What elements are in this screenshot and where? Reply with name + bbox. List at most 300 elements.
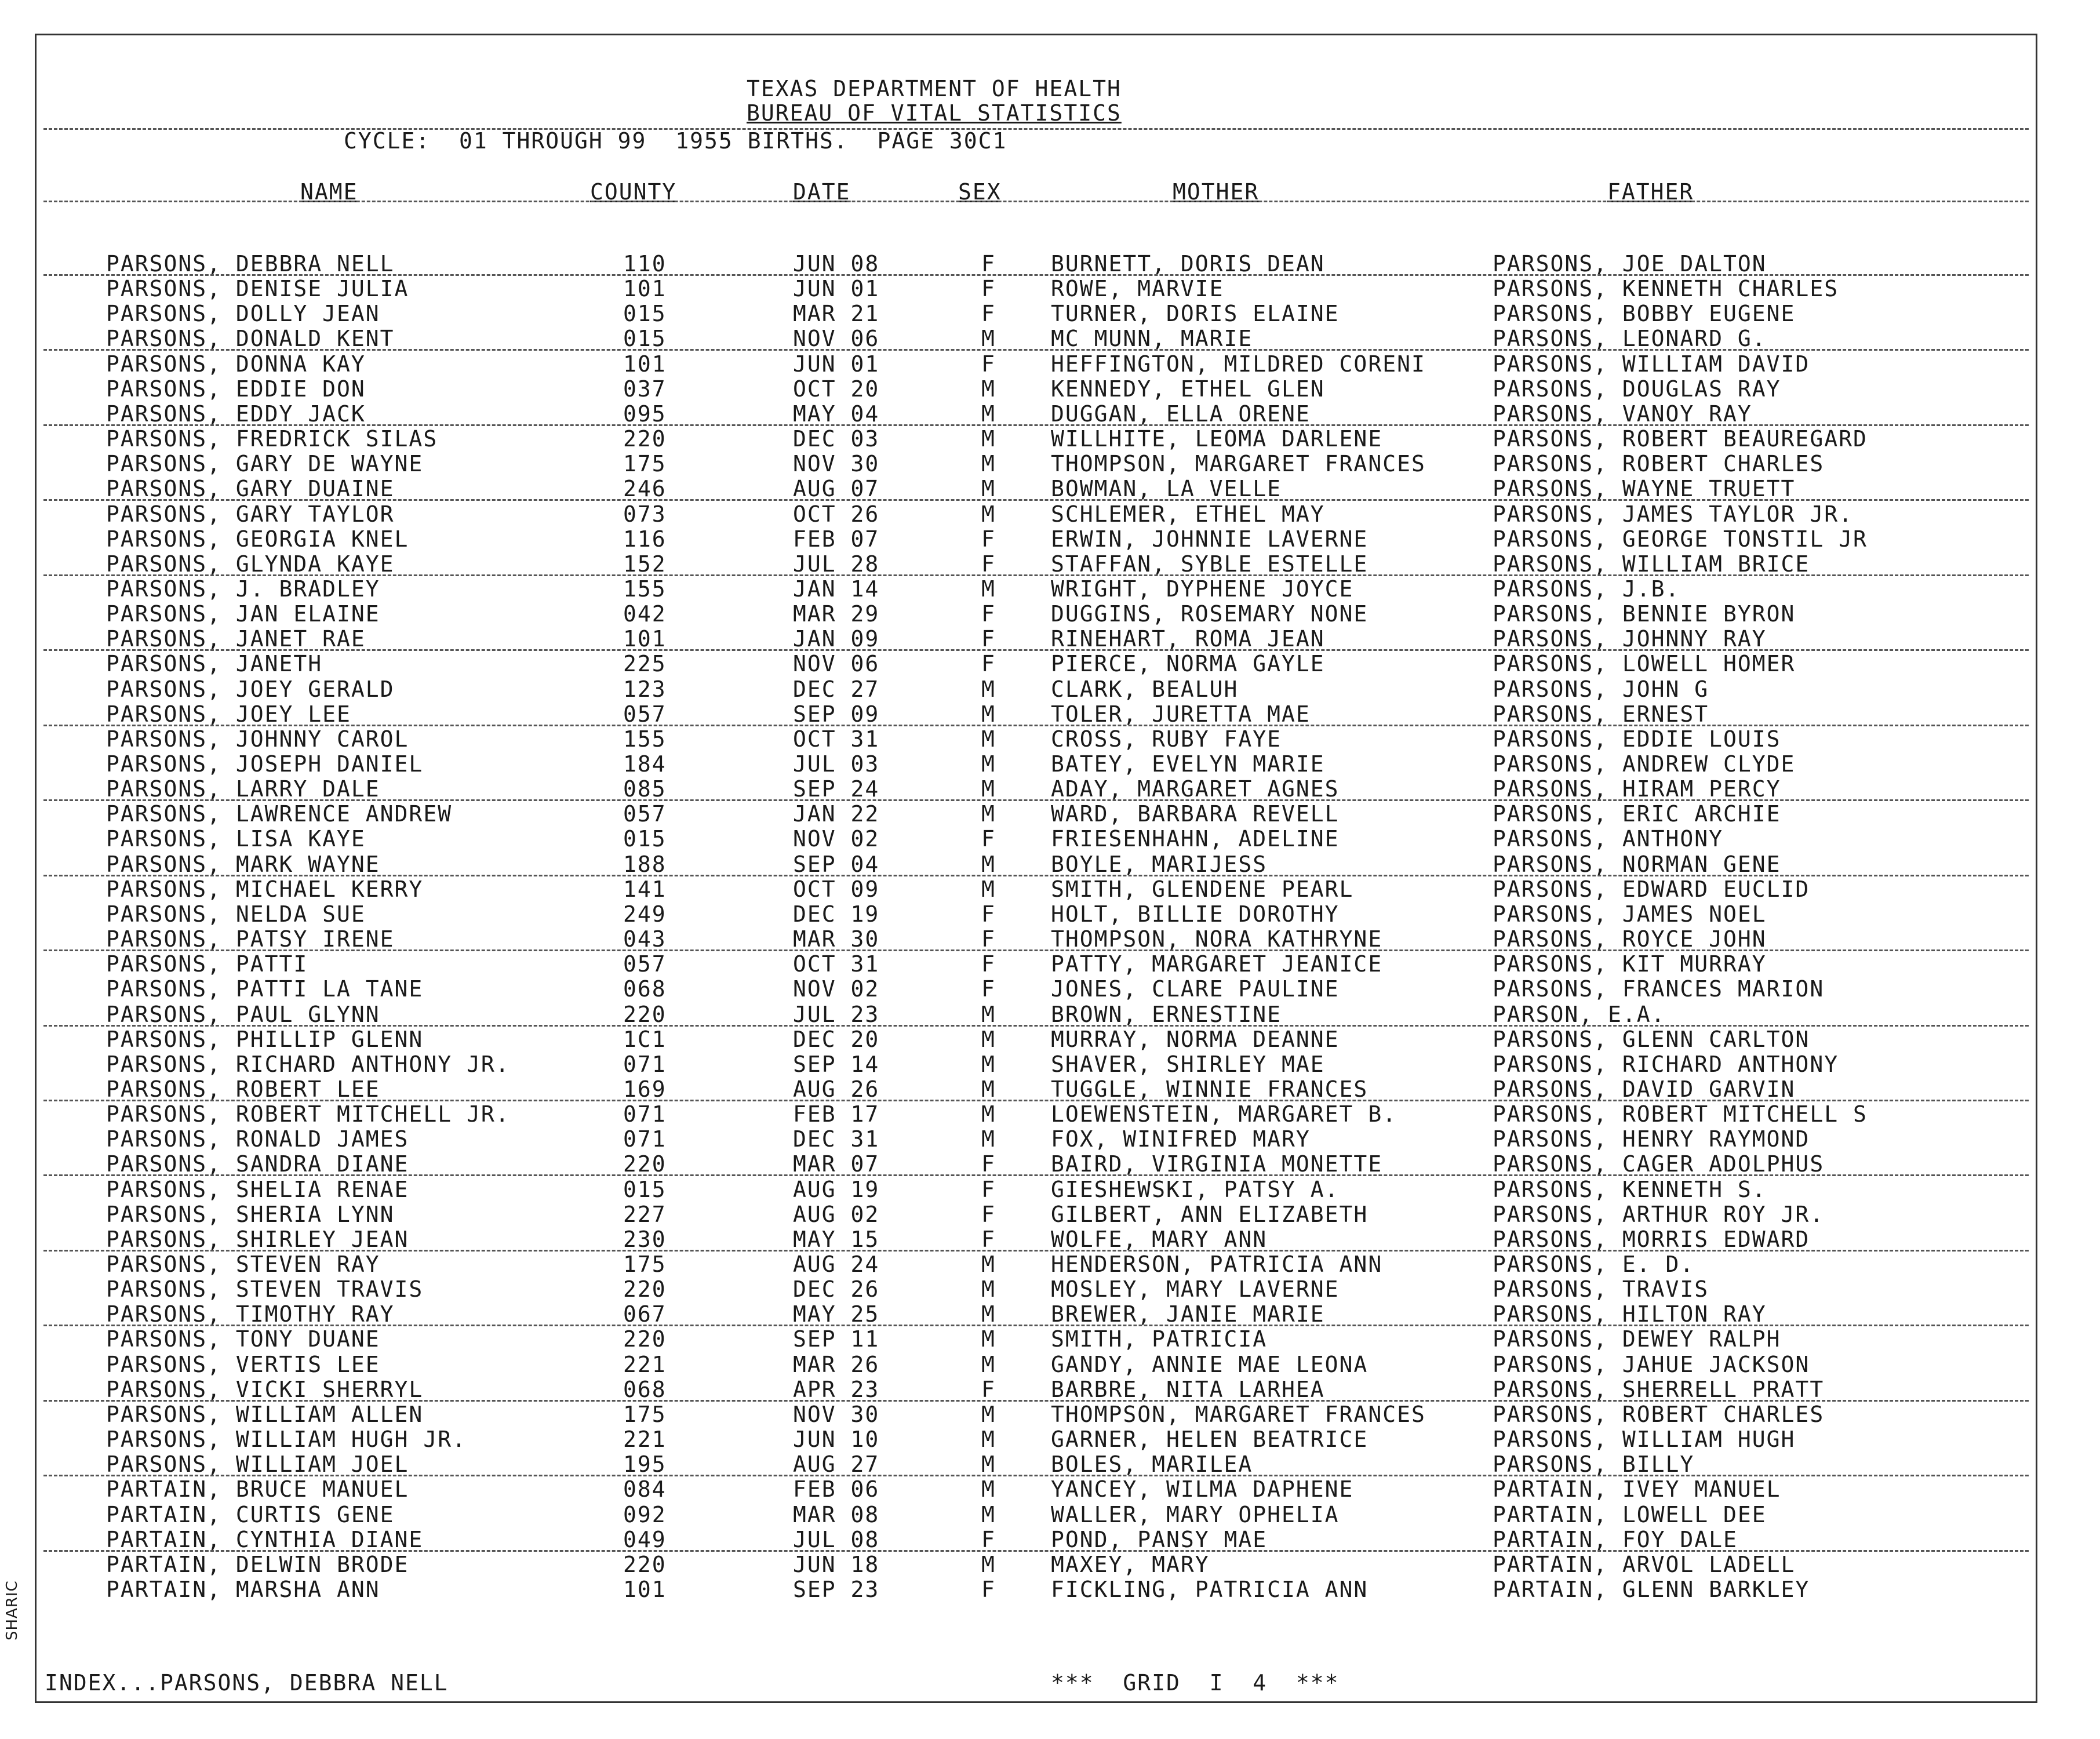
cell-name: PARTAIN, MARSHA ANN	[106, 1576, 380, 1602]
cell-sex: F	[981, 1376, 996, 1402]
cell-county: 092	[623, 1501, 667, 1527]
cell-mother: WOLFE, MARY ANN	[1051, 1226, 1268, 1252]
cell-date: OCT 09	[793, 876, 880, 902]
cell-sex: M	[981, 1051, 996, 1077]
cell-date: FEB 06	[793, 1476, 880, 1502]
cell-county: 220	[623, 1326, 667, 1352]
cell-mother: TOLER, JURETTA MAE	[1051, 701, 1311, 727]
column-header-sex: SEX	[958, 179, 1002, 205]
cell-sex: M	[981, 1126, 996, 1152]
cell-sex: M	[981, 1026, 996, 1052]
cell-father: PARSON, E.A.	[1493, 1001, 1666, 1027]
cell-county: 068	[623, 976, 667, 1002]
cell-father: PARSONS, HIRAM PERCY	[1493, 776, 1781, 802]
cell-date: MAY 04	[793, 401, 880, 427]
cell-date: JUN 18	[793, 1551, 880, 1577]
cell-father: PARSONS, JOHNNY RAY	[1493, 626, 1767, 652]
cell-name: PARSONS, LISA KAYE	[106, 826, 366, 852]
table-row	[37, 1377, 2036, 1402]
cell-sex: F	[981, 1201, 996, 1227]
cell-father: PARSONS, KENNETH CHARLES	[1493, 276, 1839, 302]
cell-name: PARSONS, STEVEN TRAVIS	[106, 1276, 424, 1303]
cell-sex: F	[981, 826, 996, 852]
cell-name: PARSONS, STEVEN RAY	[106, 1252, 380, 1277]
cell-name: PARSONS, DEBBRA NELL	[106, 251, 395, 277]
cell-father: PARSONS, SHERRELL PRATT	[1493, 1376, 1825, 1402]
cell-sex: M	[981, 576, 996, 602]
cell-name: PARSONS, PATSY IRENE	[106, 926, 395, 952]
cell-name: PARSONS, PATTI LA TANE	[106, 976, 424, 1002]
table-row	[37, 976, 2036, 1001]
cell-mother: BARBRE, NITA LARHEA	[1051, 1376, 1325, 1402]
cell-date: NOV 30	[793, 1401, 880, 1427]
table-row	[37, 1476, 2036, 1501]
cell-mother: BROWN, ERNESTINE	[1051, 1001, 1282, 1027]
cell-name: PARSONS, JOHNNY CAROL	[106, 726, 409, 752]
cell-county: 188	[623, 851, 667, 877]
cell-county: 071	[623, 1126, 667, 1152]
cell-county: 220	[623, 1151, 667, 1177]
cell-mother: RINEHART, ROMA JEAN	[1051, 626, 1325, 652]
cell-mother: POND, PANSY MAE	[1051, 1526, 1268, 1552]
cell-sex: M	[981, 426, 996, 452]
cell-sex: F	[981, 626, 996, 652]
cell-county: 221	[623, 1427, 667, 1453]
cell-name: PARSONS, TONY DUANE	[106, 1326, 380, 1352]
table-row	[37, 601, 2036, 626]
cell-county: 123	[623, 676, 667, 702]
cell-county: 227	[623, 1201, 667, 1227]
cell-date: JUL 08	[793, 1526, 880, 1552]
cell-mother: BURNETT, DORIS DEAN	[1051, 251, 1325, 277]
cell-county: 169	[623, 1076, 667, 1102]
cell-mother: PIERCE, NORMA GAYLE	[1051, 651, 1325, 677]
table-row	[37, 1352, 2036, 1377]
cell-father: PARSONS, FRANCES MARION	[1493, 976, 1825, 1002]
cell-date: DEC 31	[793, 1126, 880, 1152]
cell-date: SEP 11	[793, 1326, 880, 1352]
cell-name: PARSONS, SHELIA RENAE	[106, 1176, 409, 1202]
cell-sex: M	[981, 1301, 996, 1327]
cell-father: PARSONS, NORMAN GENE	[1493, 851, 1781, 877]
table-row	[37, 1151, 2036, 1176]
cell-name: PARSONS, JOSEPH DANIEL	[106, 751, 424, 777]
table-row	[37, 1177, 2036, 1202]
cell-county: 1C1	[623, 1026, 667, 1052]
table-row	[37, 726, 2036, 751]
cell-county: 095	[623, 401, 667, 427]
cell-name: PARSONS, DENISE JULIA	[106, 276, 409, 302]
cell-county: 220	[623, 426, 667, 452]
cell-date: AUG 07	[793, 476, 880, 502]
cell-sex: F	[981, 1576, 996, 1602]
table-row	[37, 426, 2036, 451]
cell-sex: M	[981, 1001, 996, 1027]
cell-sex: M	[981, 1101, 996, 1127]
cell-mother: FICKLING, PATRICIA ANN	[1051, 1576, 1369, 1602]
cell-county: 015	[623, 1176, 667, 1202]
cell-mother: SHAVER, SHIRLEY MAE	[1051, 1051, 1325, 1077]
cell-name: PARTAIN, CYNTHIA DIANE	[106, 1526, 424, 1552]
cell-father: PARSONS, KENNETH S.	[1493, 1176, 1767, 1202]
column-header-mother: MOTHER	[1173, 179, 1260, 205]
cell-name: PARSONS, JANETH	[106, 651, 323, 677]
table-row	[37, 876, 2036, 901]
cell-father: PARSONS, JOHN G	[1493, 676, 1709, 702]
cell-name: PARSONS, SHERIA LYNN	[106, 1201, 395, 1227]
cell-date: NOV 02	[793, 976, 880, 1002]
cell-name: PARTAIN, DELWIN BRODE	[106, 1551, 409, 1577]
cell-father: PARSONS, DEWEY RALPH	[1493, 1326, 1781, 1352]
records-table	[37, 35, 2036, 1701]
cell-father: PARTAIN, IVEY MANUEL	[1493, 1476, 1781, 1502]
cell-mother: MC MUNN, MARIE	[1051, 326, 1253, 352]
cell-mother: ADAY, MARGARET AGNES	[1051, 776, 1340, 802]
cell-name: PARSONS, PHILLIP GLENN	[106, 1026, 424, 1052]
cell-county: 073	[623, 501, 667, 527]
cell-mother: BOLES, MARILEA	[1051, 1451, 1253, 1478]
cell-mother: TUGGLE, WINNIE FRANCES	[1051, 1076, 1369, 1102]
table-row	[37, 1427, 2036, 1451]
cell-father: PARSONS, ANTHONY	[1493, 826, 1724, 852]
cell-father: PARSONS, JAMES TAYLOR JR.	[1493, 501, 1853, 527]
cell-sex: M	[981, 1451, 996, 1478]
cell-name: PARSONS, GARY DE WAYNE	[106, 451, 424, 477]
cell-mother: FRIESENHAHN, ADELINE	[1051, 826, 1340, 852]
cell-sex: M	[981, 751, 996, 777]
cell-name: PARSONS, EDDY JACK	[106, 401, 366, 427]
cell-name: PARSONS, WILLIAM ALLEN	[106, 1401, 424, 1427]
cell-date: DEC 19	[793, 901, 880, 927]
cell-name: PARSONS, MICHAEL KERRY	[106, 876, 424, 902]
cell-date: JUN 01	[793, 351, 880, 377]
bureau-title: BUREAU OF VITAL STATISTICS	[747, 100, 1122, 126]
cell-father: PARTAIN, GLENN BARKLEY	[1493, 1576, 1810, 1602]
table-row	[37, 926, 2036, 951]
column-header-father: FATHER	[1607, 179, 1694, 205]
cell-date: MAR 07	[793, 1151, 880, 1177]
cell-father: PARSONS, BILLY	[1493, 1451, 1695, 1478]
table-row	[37, 1101, 2036, 1126]
cell-date: FEB 07	[793, 526, 880, 552]
cell-name: PARSONS, ROBERT MITCHELL JR.	[106, 1101, 510, 1127]
table-row	[37, 1076, 2036, 1101]
table-row	[37, 951, 2036, 976]
cell-county: 068	[623, 1376, 667, 1402]
cell-father: PARSONS, DOUGLAS RAY	[1493, 376, 1781, 402]
table-row	[37, 1552, 2036, 1577]
cell-county: 175	[623, 1252, 667, 1277]
cell-date: MAR 21	[793, 301, 880, 327]
cell-sex: M	[981, 801, 996, 827]
cell-sex: M	[981, 851, 996, 877]
cell-date: MAY 15	[793, 1226, 880, 1252]
table-row	[37, 1402, 2036, 1427]
cell-mother: GIESHEWSKI, PATSY A.	[1051, 1176, 1340, 1202]
cell-date: JUL 03	[793, 751, 880, 777]
cell-county: 220	[623, 1551, 667, 1577]
cell-county: 116	[623, 526, 667, 552]
cell-name: PARTAIN, CURTIS GENE	[106, 1501, 395, 1527]
cell-mother: MURRAY, NORMA DEANNE	[1051, 1026, 1340, 1052]
cell-name: PARSONS, GARY DUAINE	[106, 476, 395, 502]
cell-date: MAR 30	[793, 926, 880, 952]
cell-father: PARSONS, EDDIE LOUIS	[1493, 726, 1781, 752]
cell-date: FEB 17	[793, 1101, 880, 1127]
table-row	[37, 376, 2036, 401]
cell-name: PARSONS, WILLIAM JOEL	[106, 1451, 409, 1478]
index-footer: INDEX...PARSONS, DEBBRA NELL	[45, 1670, 449, 1696]
cell-mother: THOMPSON, MARGARET FRANCES	[1051, 1401, 1426, 1427]
cell-father: PARSONS, J.B.	[1493, 576, 1680, 602]
cell-date: SEP 23	[793, 1576, 880, 1602]
table-row	[37, 476, 2036, 501]
cell-mother: WILLHITE, LEOMA DARLENE	[1051, 426, 1383, 452]
cell-date: DEC 27	[793, 676, 880, 702]
cell-name: PARSONS, TIMOTHY RAY	[106, 1301, 395, 1327]
cell-father: PARSONS, MORRIS EDWARD	[1493, 1226, 1810, 1252]
cell-mother: LOEWENSTEIN, MARGARET B.	[1051, 1101, 1397, 1127]
cell-date: AUG 24	[793, 1252, 880, 1277]
cell-county: 015	[623, 326, 667, 352]
cell-sex: M	[981, 1476, 996, 1502]
cell-county: 071	[623, 1051, 667, 1077]
cell-name: PARSONS, SANDRA DIANE	[106, 1151, 409, 1177]
cell-sex: F	[981, 926, 996, 952]
cell-father: PARSONS, VANOY RAY	[1493, 401, 1752, 427]
cell-county: 101	[623, 1576, 667, 1602]
cell-mother: HENDERSON, PATRICIA ANN	[1051, 1252, 1383, 1277]
cell-sex: F	[981, 526, 996, 552]
cell-mother: MAXEY, MARY	[1051, 1551, 1210, 1577]
cell-mother: WARD, BARBARA REVELL	[1051, 801, 1340, 827]
cell-mother: BOWMAN, LA VELLE	[1051, 476, 1282, 502]
cell-date: MAR 29	[793, 601, 880, 627]
cell-mother: GILBERT, ANN ELIZABETH	[1051, 1201, 1369, 1227]
cell-name: PARSONS, LAWRENCE ANDREW	[106, 801, 453, 827]
cell-sex: F	[981, 1226, 996, 1252]
cell-name: PARSONS, JANET RAE	[106, 626, 366, 652]
cell-date: AUG 27	[793, 1451, 880, 1478]
cell-date: MAR 26	[793, 1351, 880, 1377]
cell-mother: GARNER, HELEN BEATRICE	[1051, 1427, 1369, 1453]
cell-name: PARSONS, EDDIE DON	[106, 376, 366, 402]
cell-date: JUL 28	[793, 551, 880, 577]
cell-sex: M	[981, 476, 996, 502]
cell-county: 249	[623, 901, 667, 927]
table-row	[37, 1451, 2036, 1476]
table-row	[37, 1202, 2036, 1227]
table-row	[37, 1276, 2036, 1301]
table-row	[37, 626, 2036, 651]
cell-name: PARSONS, DONNA KAY	[106, 351, 366, 377]
cell-father: PARSONS, ROBERT BEAUREGARD	[1493, 426, 1868, 452]
table-row	[37, 501, 2036, 526]
cell-father: PARSONS, JAMES NOEL	[1493, 901, 1767, 927]
cell-county: 152	[623, 551, 667, 577]
table-row	[37, 1577, 2036, 1602]
table-row	[37, 1126, 2036, 1151]
cell-mother: SMITH, GLENDENE PEARL	[1051, 876, 1354, 902]
cell-mother: DUGGAN, ELLA ORENE	[1051, 401, 1311, 427]
cell-mother: ERWIN, JOHNNIE LAVERNE	[1051, 526, 1369, 552]
cell-date: OCT 31	[793, 726, 880, 752]
table-row	[37, 1227, 2036, 1252]
cell-mother: BATEY, EVELYN MARIE	[1051, 751, 1325, 777]
cell-county: 225	[623, 651, 667, 677]
cell-date: DEC 03	[793, 426, 880, 452]
cell-father: PARSONS, BOBBY EUGENE	[1493, 301, 1796, 327]
table-row	[37, 1002, 2036, 1027]
cell-name: PARSONS, DOLLY JEAN	[106, 301, 380, 327]
cell-sex: M	[981, 376, 996, 402]
cell-date: AUG 26	[793, 1076, 880, 1102]
table-row	[37, 901, 2036, 926]
cell-date: OCT 31	[793, 951, 880, 977]
column-header-date: DATE	[793, 179, 851, 205]
cell-name: PARSONS, GEORGIA KNEL	[106, 526, 409, 552]
cell-mother: YANCEY, WILMA DAPHENE	[1051, 1476, 1354, 1502]
cell-sex: M	[981, 1401, 996, 1427]
cell-father: PARSONS, LEONARD G.	[1493, 326, 1767, 352]
cell-mother: FOX, WINIFRED MARY	[1051, 1126, 1311, 1152]
cell-name: PARSONS, RONALD JAMES	[106, 1126, 409, 1152]
table-row	[37, 852, 2036, 876]
cell-sex: F	[981, 551, 996, 577]
page-frame	[35, 34, 2037, 1703]
cell-father: PARSONS, ERIC ARCHIE	[1493, 801, 1781, 827]
cell-father: PARSONS, ERNEST	[1493, 701, 1709, 727]
cell-father: PARSONS, ANDREW CLYDE	[1493, 751, 1796, 777]
cell-county: 015	[623, 301, 667, 327]
cell-sex: M	[981, 501, 996, 527]
cell-county: 246	[623, 476, 667, 502]
table-row	[37, 276, 2036, 301]
cell-mother: BOYLE, MARIJESS	[1051, 851, 1268, 877]
cell-county: 043	[623, 926, 667, 952]
cell-date: OCT 20	[793, 376, 880, 402]
cell-sex: M	[981, 1326, 996, 1352]
cell-date: JAN 22	[793, 801, 880, 827]
cell-sex: M	[981, 1551, 996, 1577]
grid-footer: *** GRID I 4 ***	[1051, 1670, 1340, 1696]
cell-date: OCT 26	[793, 501, 880, 527]
cell-name: PARTAIN, BRUCE MANUEL	[106, 1476, 409, 1502]
cell-father: PARSONS, BENNIE BYRON	[1493, 601, 1796, 627]
cell-father: PARSONS, EDWARD EUCLID	[1493, 876, 1810, 902]
cell-county: 049	[623, 1526, 667, 1552]
cell-sex: M	[981, 701, 996, 727]
cell-date: JAN 09	[793, 626, 880, 652]
table-row	[37, 1301, 2036, 1326]
cell-county: 037	[623, 376, 667, 402]
cell-sex: F	[981, 951, 996, 977]
table-row	[37, 1027, 2036, 1052]
table-row	[37, 576, 2036, 601]
cell-county: 220	[623, 1276, 667, 1303]
cell-county: 175	[623, 451, 667, 477]
cell-mother: SCHLEMER, ETHEL MAY	[1051, 501, 1325, 527]
cell-sex: M	[981, 876, 996, 902]
cell-name: PARSONS, JOEY GERALD	[106, 676, 395, 702]
cell-name: PARSONS, JAN ELAINE	[106, 601, 380, 627]
cell-sex: F	[981, 901, 996, 927]
cell-father: PARSONS, ROYCE JOHN	[1493, 926, 1767, 952]
cell-date: JUN 08	[793, 251, 880, 277]
cell-date: JAN 14	[793, 576, 880, 602]
cell-sex: F	[981, 276, 996, 302]
table-row	[37, 1502, 2036, 1527]
cell-name: PARSONS, RICHARD ANTHONY JR.	[106, 1051, 510, 1077]
table-row	[37, 676, 2036, 701]
cell-mother: THOMPSON, NORA KATHRYNE	[1051, 926, 1383, 952]
table-row	[37, 326, 2036, 351]
cell-date: DEC 26	[793, 1276, 880, 1303]
cell-date: SEP 04	[793, 851, 880, 877]
cell-date: SEP 24	[793, 776, 880, 802]
cell-date: DEC 20	[793, 1026, 880, 1052]
cell-mother: JONES, CLARE PAULINE	[1051, 976, 1340, 1002]
cell-county: 057	[623, 701, 667, 727]
cell-date: SEP 09	[793, 701, 880, 727]
cell-mother: STAFFAN, SYBLE ESTELLE	[1051, 551, 1369, 577]
cell-father: PARSONS, RICHARD ANTHONY	[1493, 1051, 1839, 1077]
cell-father: PARSONS, JOE DALTON	[1493, 251, 1767, 277]
cell-sex: F	[981, 251, 996, 277]
cell-mother: ROWE, MARVIE	[1051, 276, 1224, 302]
cell-county: 155	[623, 726, 667, 752]
cell-county: 015	[623, 826, 667, 852]
cell-sex: M	[981, 1076, 996, 1102]
table-row	[37, 701, 2036, 726]
table-row	[37, 551, 2036, 576]
table-row	[37, 1326, 2036, 1351]
cell-father: PARSONS, HILTON RAY	[1493, 1301, 1767, 1327]
cell-father: PARSONS, ARTHUR ROY JR.	[1493, 1201, 1825, 1227]
cell-sex: M	[981, 726, 996, 752]
table-row	[37, 401, 2036, 426]
cell-sex: F	[981, 601, 996, 627]
table-row	[37, 1052, 2036, 1076]
cell-father: PARSONS, GLENN CARLTON	[1493, 1026, 1810, 1052]
table-row	[37, 651, 2036, 676]
cell-date: APR 23	[793, 1376, 880, 1402]
cell-sex: M	[981, 776, 996, 802]
cell-date: NOV 06	[793, 326, 880, 352]
cell-date: AUG 19	[793, 1176, 880, 1202]
table-row	[37, 301, 2036, 326]
cell-county: 141	[623, 876, 667, 902]
cell-father: PARSONS, DAVID GARVIN	[1493, 1076, 1796, 1102]
cell-mother: KENNEDY, ETHEL GLEN	[1051, 376, 1325, 402]
cell-mother: SMITH, PATRICIA	[1051, 1326, 1268, 1352]
cell-name: PARSONS, J. BRADLEY	[106, 576, 380, 602]
cell-county: 221	[623, 1351, 667, 1377]
cell-sex: M	[981, 1351, 996, 1377]
cell-father: PARSONS, ROBERT CHARLES	[1493, 451, 1825, 477]
side-label: SHARIC	[3, 1580, 21, 1640]
cell-county: 084	[623, 1476, 667, 1502]
cell-county: 101	[623, 351, 667, 377]
cell-mother: WRIGHT, DYPHENE JOYCE	[1051, 576, 1354, 602]
cell-date: NOV 06	[793, 651, 880, 677]
cell-father: PARTAIN, LOWELL DEE	[1493, 1501, 1767, 1527]
table-row	[37, 776, 2036, 801]
cell-father: PARSONS, LOWELL HOMER	[1493, 651, 1796, 677]
cell-name: PARSONS, LARRY DALE	[106, 776, 380, 802]
cell-county: 110	[623, 251, 667, 277]
cell-father: PARSONS, WAYNE TRUETT	[1493, 476, 1796, 502]
